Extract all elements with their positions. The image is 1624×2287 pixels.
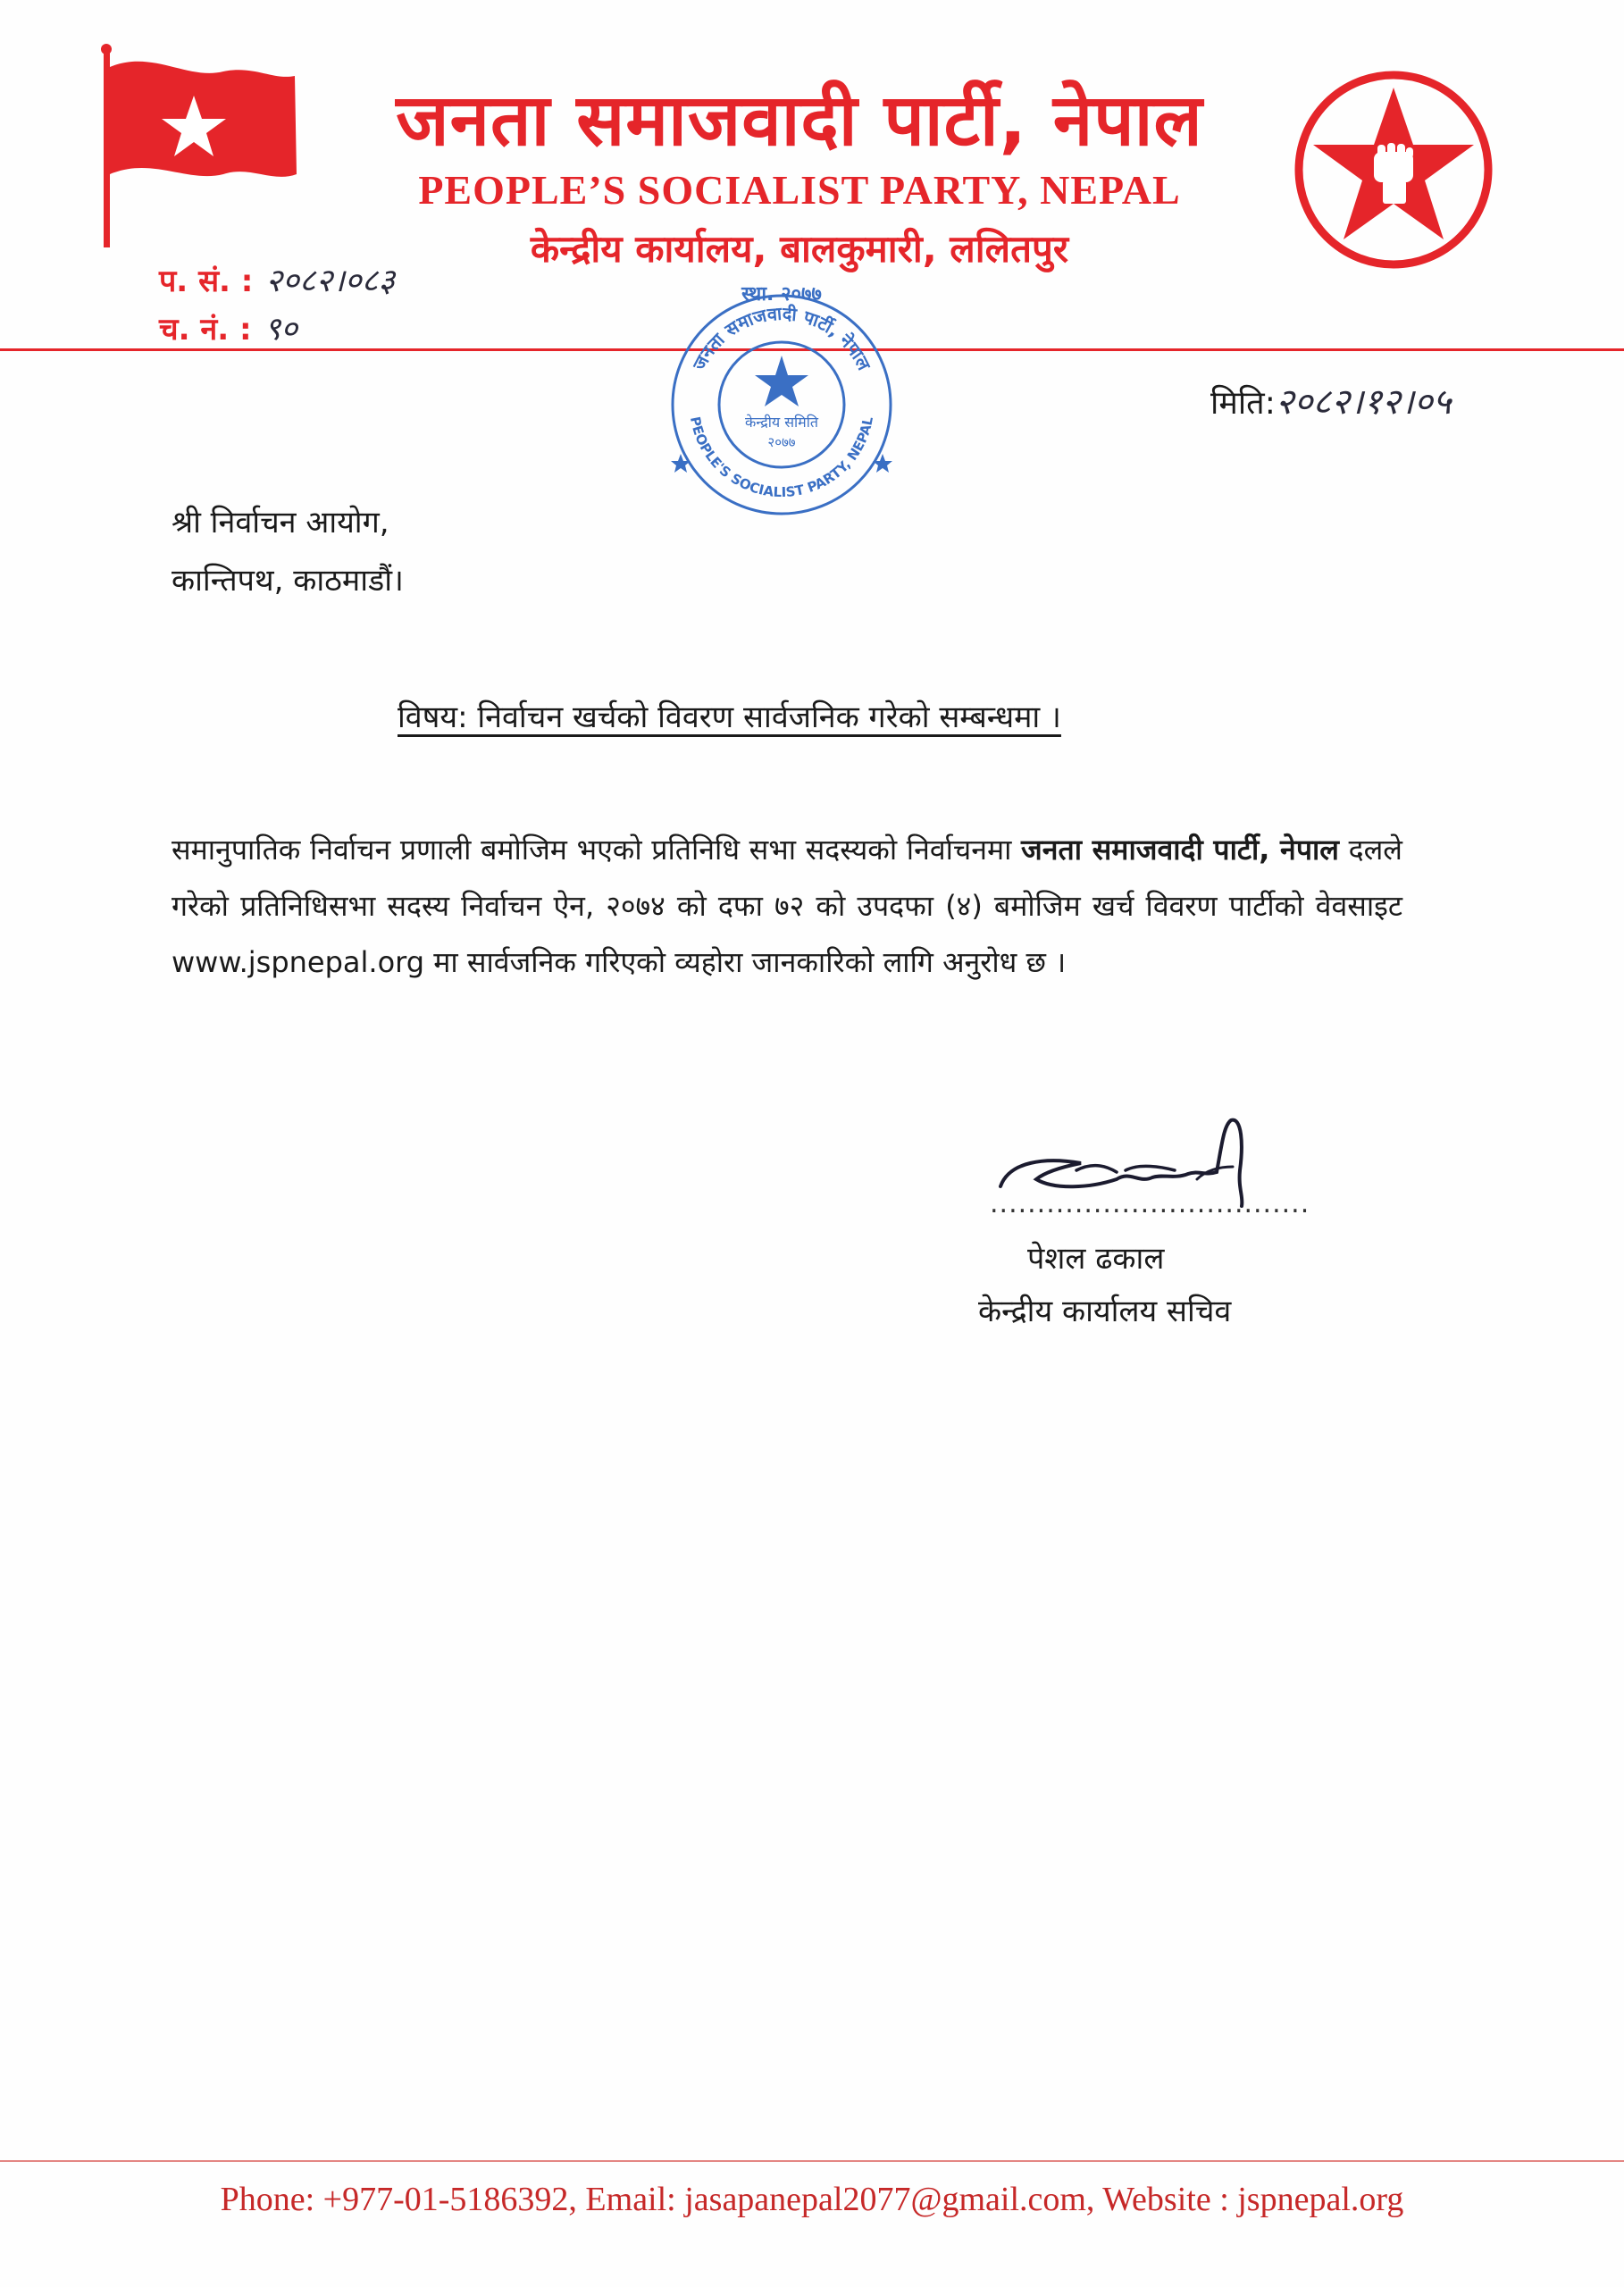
- footer-divider: [0, 2160, 1624, 2162]
- date-label: मिति:: [1210, 385, 1276, 422]
- seal-left-star-icon: [671, 454, 691, 473]
- letter-body: [172, 822, 1402, 991]
- signature-line: ..................................: [990, 1188, 1310, 1219]
- date-value: २०८२।१२।०५: [1275, 381, 1452, 423]
- signer-name: पेशल ढकाल: [1027, 1241, 1165, 1277]
- seal-ring-text: जनता समाजवादी पार्टी, नेपाल: [688, 302, 875, 374]
- party-flag-icon: [89, 40, 313, 255]
- seal-right-star-icon: [873, 454, 892, 473]
- letter-subject: विषय: निर्वाचन खर्चको विवरण सार्वजनिक गरेको सम्बन्धमा ।: [398, 700, 1061, 735]
- seal-top-text: स्था. २०७७: [741, 284, 822, 306]
- official-seal: [661, 284, 902, 525]
- recipient-line-1: श्री निर्वाचन आयोग,: [172, 505, 389, 540]
- recipient-line-2: कान्तिपथ, काठमाडौं।: [172, 563, 404, 599]
- reference-number: [159, 257, 395, 301]
- dispatch-number: [159, 306, 297, 349]
- seal-inner-year: २०७७: [767, 434, 796, 450]
- seal-star-icon: [755, 356, 808, 406]
- dispatch-value: ९०: [264, 311, 298, 348]
- footer-contact: Phone: +977-01-5186392, Email: jasapanepal2077@gmail.com, Website : jspnepal.org: [220, 2181, 1404, 2218]
- handwritten-signature: [983, 1108, 1268, 1242]
- body-part-2: दलले गरेको प्रतिनिधिसभा सदस्य निर्वाचन ऐन, २०७४ को दफा ७२ को उपदफा (४) बमोजिम खर्च विवरण पार्टीको वेवसाइट www.jspnepal.org मा सार्वजनिक गरिएको व्यहोरा जानकारिको लागि अनुरोध छ ।: [172, 833, 1402, 979]
- letter-date: [1210, 375, 1452, 424]
- dispatch-label: च. नं. :: [159, 312, 252, 348]
- party-name-english: PEOPLE’S SOCIALIST PARTY, NEPAL: [418, 167, 1181, 213]
- seal-bottom-text: PEOPLE'S SOCIALIST PARTY, NEPAL: [686, 415, 877, 501]
- reference-value: २०८२।०८३: [265, 263, 396, 299]
- party-name-nepali: जनता समाजवादी पार्टी, नेपाल: [396, 79, 1203, 162]
- body-part-1: समानुपातिक निर्वाचन प्रणाली बमोजिम भएको प्रतिनिधि सभा सदस्यको निर्वाचनमा: [172, 833, 1022, 867]
- star-fist-logo-icon: [1286, 63, 1501, 277]
- reference-label: प. सं. :: [159, 264, 254, 299]
- body-party-name: जनता समाजवादी पार्टी, नेपाल: [1021, 833, 1339, 867]
- office-address: केन्द्रीय कार्यालय, बालकुमारी, ललितपुर: [530, 227, 1069, 271]
- seal-inner-text: केन्द्रीय समिति: [744, 414, 819, 431]
- signer-title: केन्द्रीय कार्यालय सचिव: [978, 1294, 1232, 1329]
